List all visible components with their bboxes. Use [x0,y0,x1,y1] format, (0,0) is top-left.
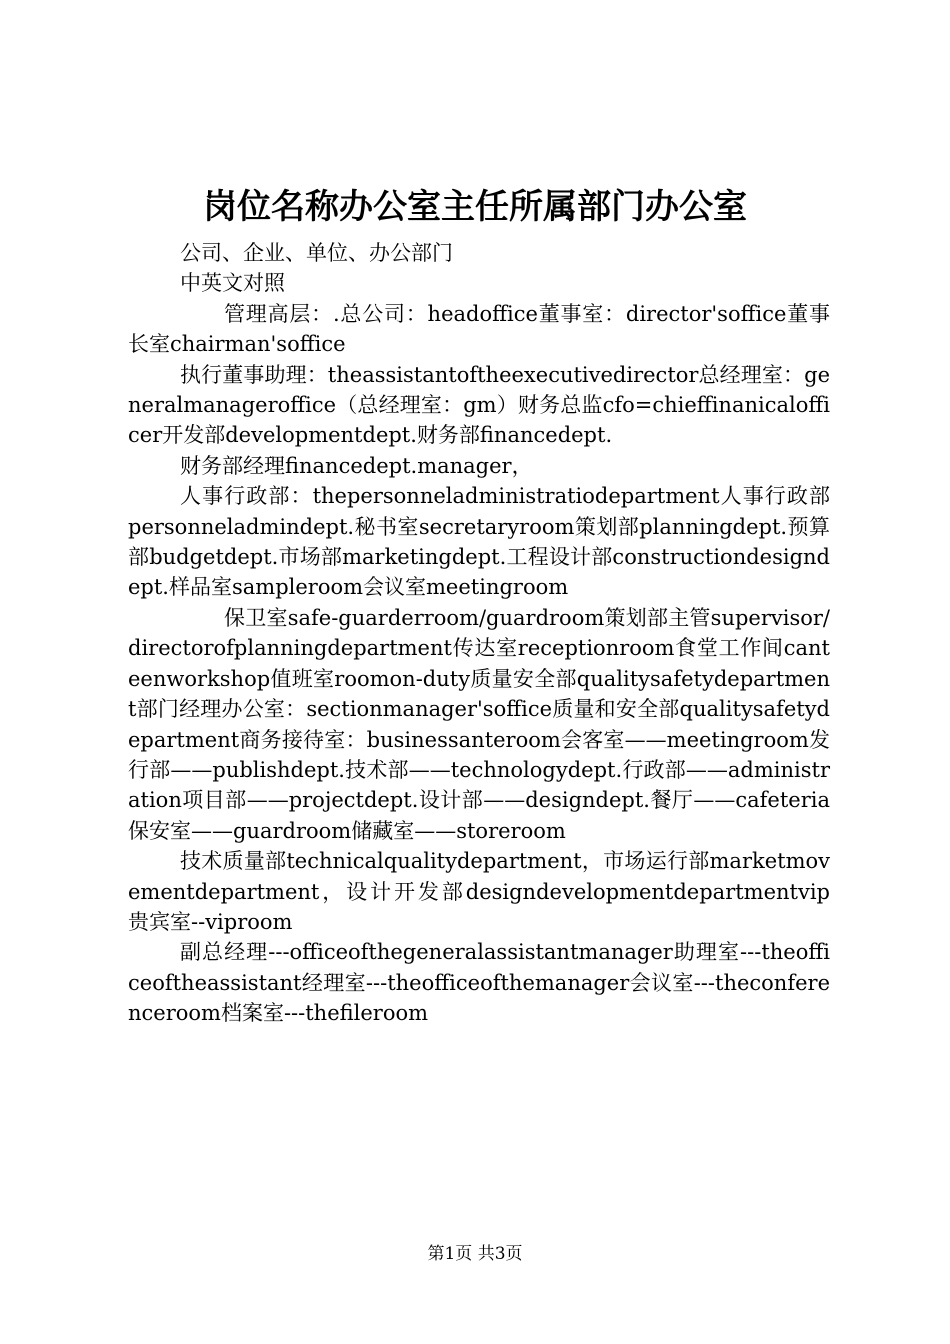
document-title: 岗位名称办公室主任所属部门办公室 [203,187,747,227]
paragraph-bilingual-heading: 中英文对照 [180,271,285,296]
page-number-footer: 第1页 共3页 [427,1244,523,1264]
paragraph-hr-admin: 人事行政部：thepersonneladministratiodepartment人事行政部personneladmindept.秘书室secretaryroom策划部planningdept.预算部budgetdept.市场部marketingdept.工程设计部constructiondesigndept.样品室sampleroom会议室meetingroom [128,484,830,600]
paragraph-deputy-manager: 副总经理---officeofthegeneralassistantmanager助理室---theofficeoftheassistant经理室---theofficeofthemanager会议室---theconferenceroom档案室---thefileroom [128,940,830,1026]
paragraph-senior-management: 管理高层：.总公司：headoffice董事室：director'soffice董事长室chairman'soffice [128,301,830,357]
document-body [128,238,830,1029]
paragraph-security-departments: 保卫室safe-guarderroom/guardroom策划部主管supervisor/directorofplanningdepartment传达室receptionroom食堂工作间canteenworkshop值班室roomon-duty质量安全部qualitysafetydepartment部门经理办公室：sectionmanager'soffice质量和安全部qualitysafetydepartment商务接待室：businessanteroom会客室——meetingroom发行部——publishdept.技术部——technologydept.行政部——administration项目部——projectdept.设计部——designdept.餐厅——cafeteria保安室——guardroom储藏室——storeroom [128,605,830,843]
paragraph-company-categories: 公司、企业、单位、办公部门 [180,241,453,265]
paragraph-executive-offices: 执行董事助理：theassistantoftheexecutivedirector总经理室：generalmanageroffice（总经理室：gm）财务总监cfo=chieffinanicalofficer开发部developmentdept.财务部financedept. [128,362,830,448]
paragraph-finance-manager: 财务部经理financedept.manager， [180,453,533,478]
paragraph-technical-quality: 技术质量部technicalqualitydepartment，市场运行部marketmovementdepartment，设计开发部designdevelopmentdepartmentvip贵宾室--viproom [128,849,830,934]
